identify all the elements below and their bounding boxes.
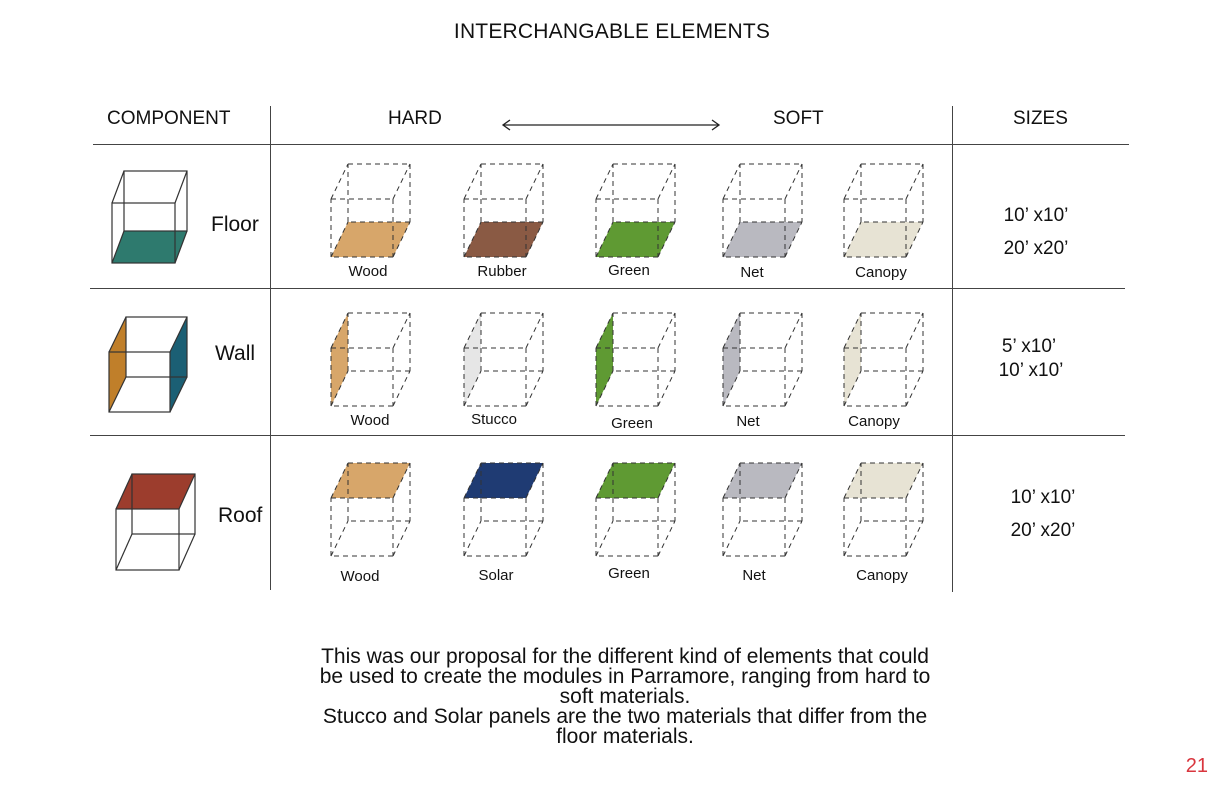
material-label: Green bbox=[611, 415, 653, 432]
page-title: INTERCHANGABLE ELEMENTS bbox=[453, 20, 771, 43]
material-label: Net bbox=[740, 264, 764, 281]
caption-line: be used to create the modules in Parramore, ranging from hard to bbox=[319, 665, 931, 688]
hard-soft-arrow-icon bbox=[500, 118, 722, 132]
material-face-net bbox=[723, 313, 740, 406]
material-label: Wood bbox=[340, 568, 380, 585]
component-label-floor: Floor bbox=[211, 213, 259, 236]
material-face-green bbox=[596, 463, 675, 498]
material-face-wood bbox=[331, 463, 410, 498]
column-divider bbox=[952, 106, 953, 592]
material-label: Wood bbox=[350, 412, 390, 429]
left-wall-face bbox=[109, 317, 126, 412]
material-label: Green bbox=[608, 565, 650, 582]
size-value: 20’ x20’ bbox=[1003, 238, 1069, 259]
component-label-wall: Wall bbox=[215, 342, 256, 365]
row-divider bbox=[90, 435, 1125, 436]
size-value: 10’ x10’ bbox=[1010, 487, 1076, 508]
material-label: Canopy bbox=[855, 264, 907, 281]
floor-face bbox=[112, 231, 187, 263]
material-face-green bbox=[596, 313, 613, 406]
size-value: 10’ x10’ bbox=[1003, 205, 1069, 226]
material-cube-wall-canopy bbox=[843, 312, 926, 409]
material-cube-wall-wood bbox=[330, 312, 413, 409]
material-cube-roof-green bbox=[595, 462, 678, 559]
header-component: COMPONENT bbox=[107, 108, 231, 129]
material-label: Solar bbox=[478, 567, 514, 584]
material-cube-roof-solar bbox=[463, 462, 546, 559]
material-label: Wood bbox=[348, 263, 388, 280]
caption-line: floor materials. bbox=[556, 725, 694, 748]
component-label-roof: Roof bbox=[218, 504, 263, 527]
material-face-canopy bbox=[844, 313, 861, 406]
material-cube-roof-net bbox=[722, 462, 805, 559]
material-cube-floor-rubber bbox=[463, 163, 546, 260]
material-cube-floor-canopy bbox=[843, 163, 926, 260]
material-face-stucco bbox=[464, 313, 481, 406]
material-label: Net bbox=[742, 567, 766, 584]
material-label: Net bbox=[736, 413, 760, 430]
material-cube-floor-wood bbox=[330, 163, 413, 260]
caption-line: soft materials. bbox=[559, 685, 691, 708]
material-face-rubber bbox=[464, 222, 543, 257]
material-face-net bbox=[723, 463, 802, 498]
material-cube-roof-wood bbox=[330, 462, 413, 559]
material-label: Rubber bbox=[477, 263, 527, 280]
header-sizes: SIZES bbox=[1013, 108, 1068, 129]
material-label: Canopy bbox=[848, 413, 900, 430]
material-label: Stucco bbox=[471, 411, 517, 428]
size-value: 5’ x10’ bbox=[1001, 336, 1057, 357]
column-divider bbox=[270, 106, 271, 590]
roof-component-cube bbox=[113, 472, 197, 572]
material-label: Green bbox=[608, 262, 650, 279]
row-divider bbox=[93, 144, 1129, 145]
material-cube-wall-green bbox=[595, 312, 678, 409]
size-value: 20’ x20’ bbox=[1010, 520, 1076, 541]
wall-component-cube bbox=[107, 315, 191, 415]
size-value: 10’ x10’ bbox=[998, 360, 1064, 381]
caption-line: Stucco and Solar panels are the two materials that differ from the bbox=[322, 705, 928, 728]
page-number: 21 bbox=[1185, 755, 1208, 777]
material-cube-floor-green bbox=[595, 163, 678, 260]
material-face-canopy bbox=[844, 222, 923, 257]
material-cube-floor-net bbox=[722, 163, 805, 260]
caption-line: This was our proposal for the different kind of elements that could bbox=[321, 645, 929, 668]
roof-face bbox=[116, 474, 195, 509]
header-soft: SOFT bbox=[773, 108, 824, 129]
material-face-wood bbox=[331, 222, 410, 257]
material-face-net bbox=[723, 222, 802, 257]
material-cube-wall-stucco bbox=[463, 312, 546, 409]
material-label: Canopy bbox=[856, 567, 908, 584]
material-cube-wall-net bbox=[722, 312, 805, 409]
material-cube-roof-canopy bbox=[843, 462, 926, 559]
row-divider bbox=[90, 288, 1125, 289]
material-face-green bbox=[596, 222, 675, 257]
material-face-canopy bbox=[844, 463, 923, 498]
right-wall-face bbox=[170, 317, 187, 412]
caption-text bbox=[225, 647, 1025, 747]
header-hard: HARD bbox=[388, 108, 442, 129]
material-face-solar bbox=[464, 463, 543, 498]
floor-component-cube bbox=[110, 170, 190, 265]
material-face-wood bbox=[331, 313, 348, 406]
